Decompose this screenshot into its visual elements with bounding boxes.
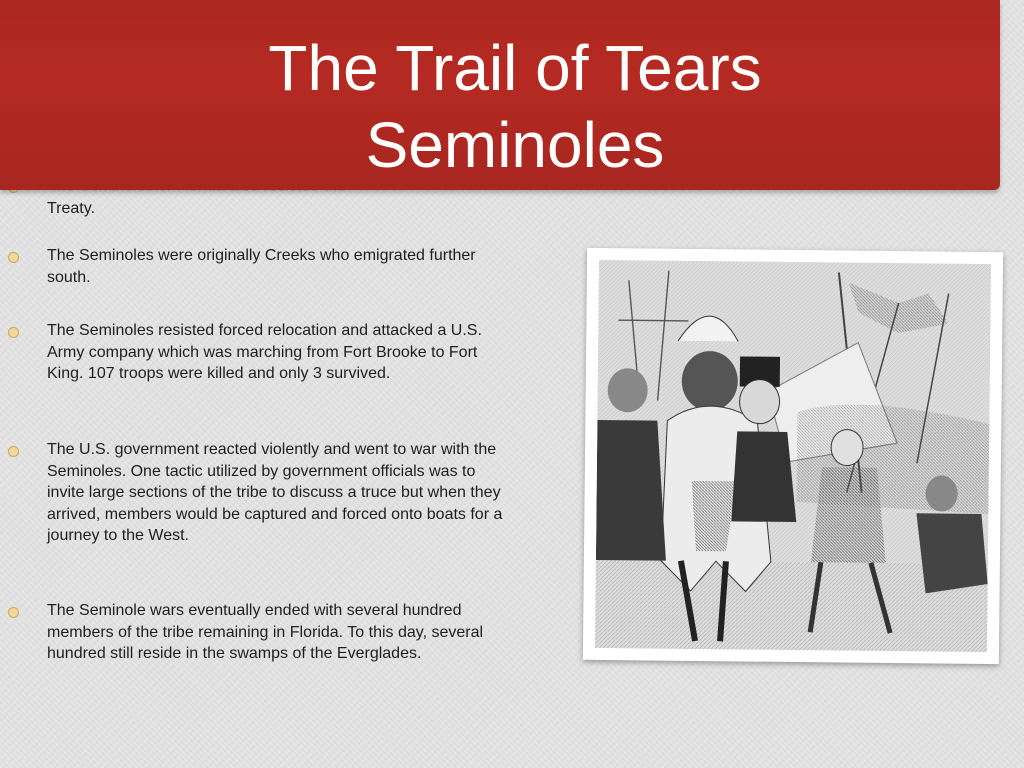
bullet-text-line: Treaty. [47, 199, 96, 217]
bullet-text: The Seminole wars eventually ended with several hundred members of the tribe remaining in Florida. To this day, several hundred still reside in the swamps of the Everglades. [47, 602, 484, 662]
bullet-text: The U.S. government reacted violently and went to war with the Seminoles. One tactic utilized by government officials was to invite large sections of the tribe to discuss a truce but when they arrived, members would be captured and forced onto boats for a journey to the West. [47, 441, 503, 544]
bullet-icon [8, 252, 19, 263]
slide-subtitle: Seminoles [365, 109, 665, 181]
slide-title: The Trail of Tears [268, 32, 762, 104]
bullet-icon [8, 446, 19, 457]
bullet-text: The Seminoles were originally Creeks who emigrated further south. [47, 247, 476, 286]
bullet-icon [8, 327, 19, 338]
title-banner [0, 0, 1000, 190]
bullet-icon [8, 607, 19, 618]
bullet-text: The Seminoles resisted forced relocation and attacked a U.S. Army company which was marching from Fort Brooke to Fort King. 107 troops were killed and only 3 survived. [47, 322, 482, 382]
image-frame [583, 248, 1003, 664]
engraving-svg [595, 260, 991, 652]
engraving-illustration-icon [595, 260, 991, 652]
